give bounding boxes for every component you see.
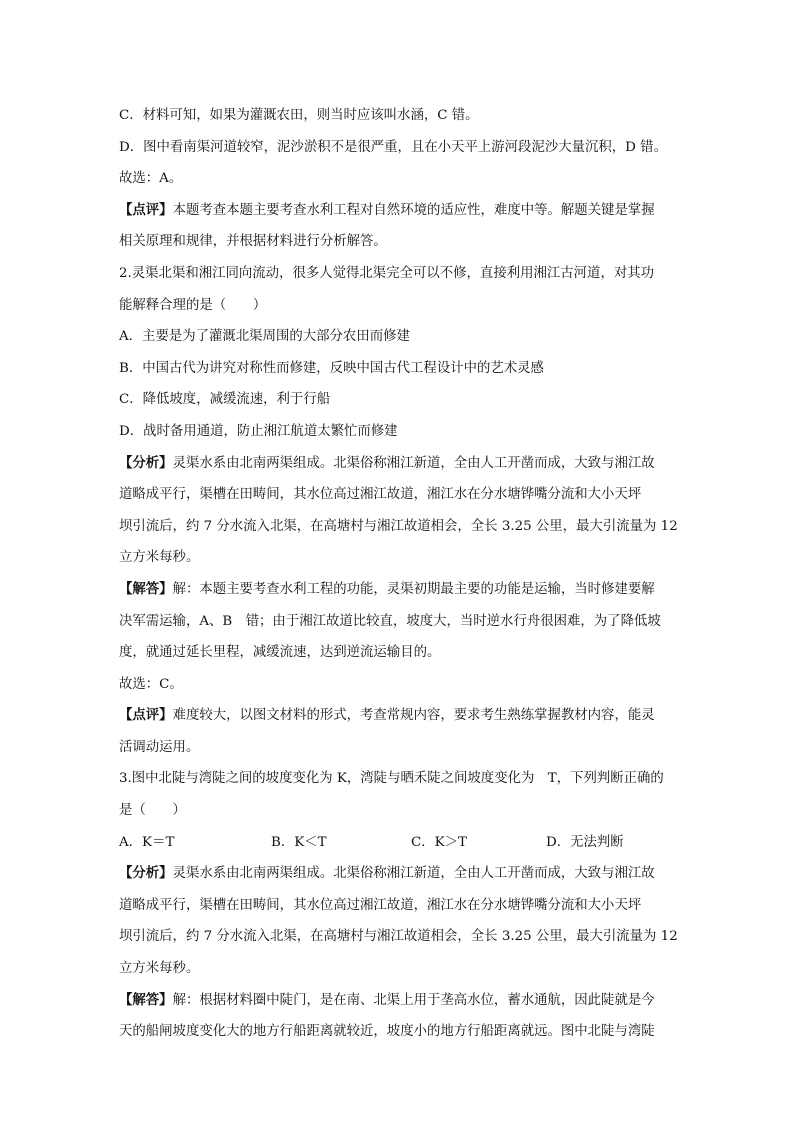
question-2-option-c (119, 384, 679, 416)
text-line: A．主要是为了灌溉北渠周围的大部分农田而修建 (119, 329, 410, 345)
analysis-paragraph-cont (119, 953, 679, 985)
analysis-paragraph-cont (119, 921, 679, 953)
text-line: 能解释合理的是（ ） (119, 297, 267, 313)
answer-line (119, 669, 679, 701)
text-line: 立方米每秒。 (119, 550, 200, 566)
text-line: D．战时备用通道，防止湘江航道太繁忙而修建 (119, 423, 398, 439)
text-line: D．图中看南渠河道较窄，泥沙淤积不是很严重，且在小天平上游河段泥沙大量沉积，D 错。 (119, 139, 667, 155)
text-line: 灵渠水系由北南两渠组成。北渠俗称湘江新道，全由人工开凿而成，大致与湘江故 (172, 455, 655, 471)
analysis-tag: 【分析】 (119, 866, 173, 882)
text-line: 坝引流后，约 7 分水流入北渠，在高塘村与湘江故道相会，全长 3.25 公里，最大引流量为 12 (119, 929, 678, 945)
question-2-stem (119, 258, 679, 290)
text-line: C．降低坡度，减缓流速，利于行船 (119, 392, 331, 408)
comment-paragraph (119, 700, 679, 732)
question-3-option-b: B．K＜T (271, 834, 327, 850)
comment-paragraph (119, 195, 679, 227)
text-line: 道略成平行，渠槽在田畴间，其水位高过湘江故道，湘江水在分水塘铧嘴分流和大小天坪 (119, 487, 642, 503)
answer-line (119, 163, 679, 195)
answer-tag: 【解答】 (119, 581, 173, 597)
document-body (119, 100, 679, 1048)
question-2-option-b (119, 353, 679, 385)
answer-tag: 【解答】 (119, 992, 173, 1008)
answer-paragraph-cont (119, 606, 679, 638)
text-line: 相关原理和规律，并根据材料进行分析解答。 (119, 234, 387, 250)
analysis-paragraph-cont (119, 890, 679, 922)
answer-paragraph-cont (119, 637, 679, 669)
text-line: 度，就通过延长里程，减缓流速，达到逆流运输目的。 (119, 645, 441, 661)
text-line: 灵渠水系由北南两渠组成。北渠俗称湘江新道，全由人工开凿而成，大致与湘江故 (172, 866, 655, 882)
text-line: 立方米每秒。 (119, 961, 200, 977)
analysis-paragraph-cont (119, 479, 679, 511)
question-3-options (119, 827, 679, 859)
text-line: 天的船闸坡度变化大的地方行船距离就较近，坡度小的地方行船距离就远。图中北陡与湾陡 (119, 1024, 655, 1040)
text-line: B．中国古代为讲究对称性而修建，反映中国古代工程设计中的艺术灵感 (119, 360, 544, 376)
text-line: 难度较大，以图文材料的形式，考查常规内容，要求考生熟练掌握教材内容，能灵 (172, 708, 655, 724)
question-3-stem-cont (119, 795, 679, 827)
text-line: 解：本题主要考查水利工程的功能，灵渠初期最主要的功能是运输，当时修建要解 (172, 581, 655, 597)
text-line: 2.灵渠北渠和湘江同向流动，很多人觉得北渠完全可以不修，直接利用湘江古河道，对其功 (119, 265, 655, 281)
comment-tag: 【点评】 (119, 708, 173, 724)
analysis-paragraph-cont (119, 511, 679, 543)
text-line: 故选：C。 (119, 676, 183, 692)
text-line: 活调动运用。 (119, 739, 200, 755)
answer-paragraph (119, 574, 679, 606)
question-2-stem-cont (119, 290, 679, 322)
question-3-option-c: C．K＞T (411, 834, 467, 850)
analysis-tag: 【分析】 (119, 455, 173, 471)
comment-paragraph-cont (119, 226, 679, 258)
text-line: 是（ ） (119, 803, 186, 819)
option-d-explanation (119, 132, 679, 164)
text-line: 决军需运输，A、B 错；由于湘江故道比较直，坡度大，当时逆水行舟很困难，为了降低坡 (119, 613, 661, 629)
text-line: 故选：A。 (119, 171, 183, 187)
text-line: 坝引流后，约 7 分水流入北渠，在高塘村与湘江故道相会，全长 3.25 公里，最大引流量为 12 (119, 518, 678, 534)
question-3-option-d: D．无法判断 (546, 834, 624, 850)
comment-paragraph-cont (119, 732, 679, 764)
answer-paragraph (119, 985, 679, 1017)
question-3-option-a: A．K＝T (119, 834, 175, 850)
question-2-option-d (119, 416, 679, 448)
text-line: 解：根据材料圈中陡门，是在南、北渠上用于垄高水位，蓄水通航，因此陡就是今 (172, 992, 655, 1008)
analysis-paragraph (119, 448, 679, 480)
text-line: 本题考查本题主要考查水利工程对自然环境的适应性，难度中等。解题关键是掌握 (172, 202, 655, 218)
text-line: C．材料可知，如果为灌溉农田，则当时应该叫水涵，C 错。 (119, 108, 479, 123)
option-c-explanation (119, 100, 679, 132)
text-line: 3.图中北陡与湾陡之间的坡度变化为 K，湾陡与晒禾陡之间坡度变化为 T，下列判断正确的 (119, 771, 664, 787)
question-3-stem (119, 763, 679, 795)
text-line: 道略成平行，渠槽在田畴间，其水位高过湘江故道，湘江水在分水塘铧嘴分流和大小天坪 (119, 897, 642, 913)
question-2-option-a (119, 321, 679, 353)
comment-tag: 【点评】 (119, 202, 173, 218)
analysis-paragraph-cont (119, 542, 679, 574)
analysis-paragraph (119, 858, 679, 890)
answer-paragraph-cont (119, 1016, 679, 1048)
